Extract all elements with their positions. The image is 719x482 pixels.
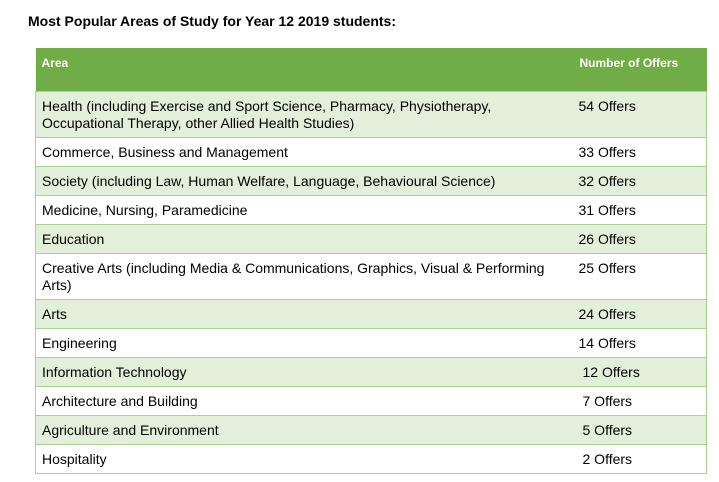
column-header-area: Area [36,48,574,91]
offers-cell: 7 Offers [574,386,707,415]
area-cell: Engineering [36,328,574,357]
area-cell: Society (including Law, Human Welfare, Language, Behavioural Science) [36,166,574,195]
table-row [36,299,707,328]
offers-cell: 12 Offers [574,357,707,386]
area-cell: Arts [36,299,574,328]
offers-cell: 25 Offers [574,253,707,299]
table-row [36,357,707,386]
offers-cell: 31 Offers [574,195,707,224]
offers-cell: 26 Offers [574,224,707,253]
offers-cell: 33 Offers [574,137,707,166]
area-cell: Education [36,224,574,253]
area-cell: Creative Arts (including Media & Communications, Graphics, Visual & Performing Arts) [36,253,574,299]
table-row [36,415,707,444]
offers-cell: 24 Offers [574,299,707,328]
table-row [36,328,707,357]
offers-cell: 5 Offers [574,415,707,444]
table-row [36,195,707,224]
table-row [36,137,707,166]
table-row [36,91,707,137]
offers-cell: 2 Offers [574,444,707,473]
area-cell: Medicine, Nursing, Paramedicine [36,195,574,224]
table-row [36,166,707,195]
area-cell: Hospitality [36,444,574,473]
column-header-offers: Number of Offers [574,48,707,91]
table-row [36,253,707,299]
area-cell: Architecture and Building [36,386,574,415]
offers-cell: 32 Offers [574,166,707,195]
offers-cell: 54 Offers [574,91,707,137]
table-row [36,386,707,415]
area-cell: Health (including Exercise and Sport Science, Pharmacy, Physiotherapy, Occupational Therapy, other Allied Health Studies) [36,91,574,137]
page-title: Most Popular Areas of Study for Year 12 2019 students: [28,13,396,29]
table-header-row [36,48,707,91]
area-cell: Agriculture and Environment [36,415,574,444]
table-row [36,224,707,253]
offers-cell: 14 Offers [574,328,707,357]
area-cell: Information Technology [36,357,574,386]
study-areas-table [35,48,707,474]
table-row [36,444,707,473]
area-cell: Commerce, Business and Management [36,137,574,166]
